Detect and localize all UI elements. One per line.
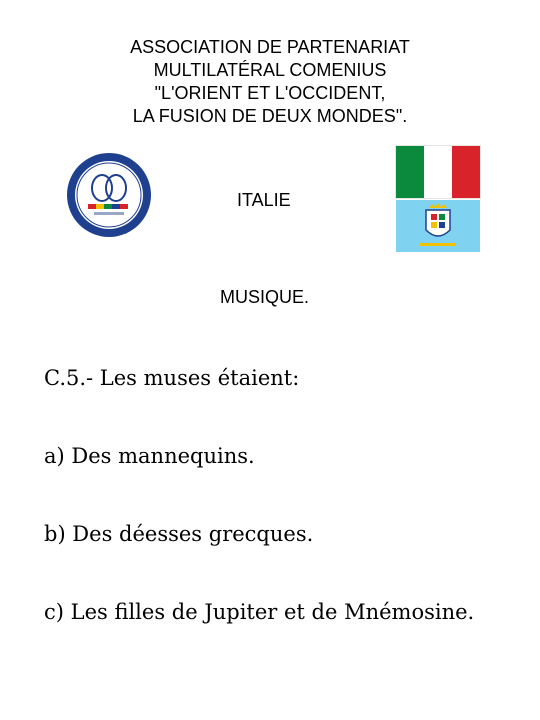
answer-option-b[interactable]: b) Des déesses grecques. <box>44 522 314 546</box>
question-prompt: C.5.- Les muses étaient: <box>44 366 300 390</box>
answer-option-a[interactable]: a) Des mannequins. <box>44 444 255 468</box>
subject-label: MUSIQUE. <box>220 287 310 307</box>
header-line-1: ASSOCIATION DE PARTENARIAT <box>130 37 410 57</box>
header-line-3: "L'ORIENT ET L'OCCIDENT, <box>154 83 386 103</box>
answer-option-c[interactable]: c) Les filles de Jupiter et de Mnémosine. <box>44 600 475 624</box>
country-label: ITALIE <box>237 190 291 210</box>
header-line-4: LA FUSION DE DEUX MONDES". <box>132 106 408 126</box>
comenius-logo-icon <box>66 152 152 238</box>
lazio-region-flag-icon <box>396 200 480 252</box>
italy-flag-icon <box>396 146 480 198</box>
header-line-2: MULTILATÉRAL COMENIUS <box>153 60 387 80</box>
header-title <box>40 36 500 128</box>
